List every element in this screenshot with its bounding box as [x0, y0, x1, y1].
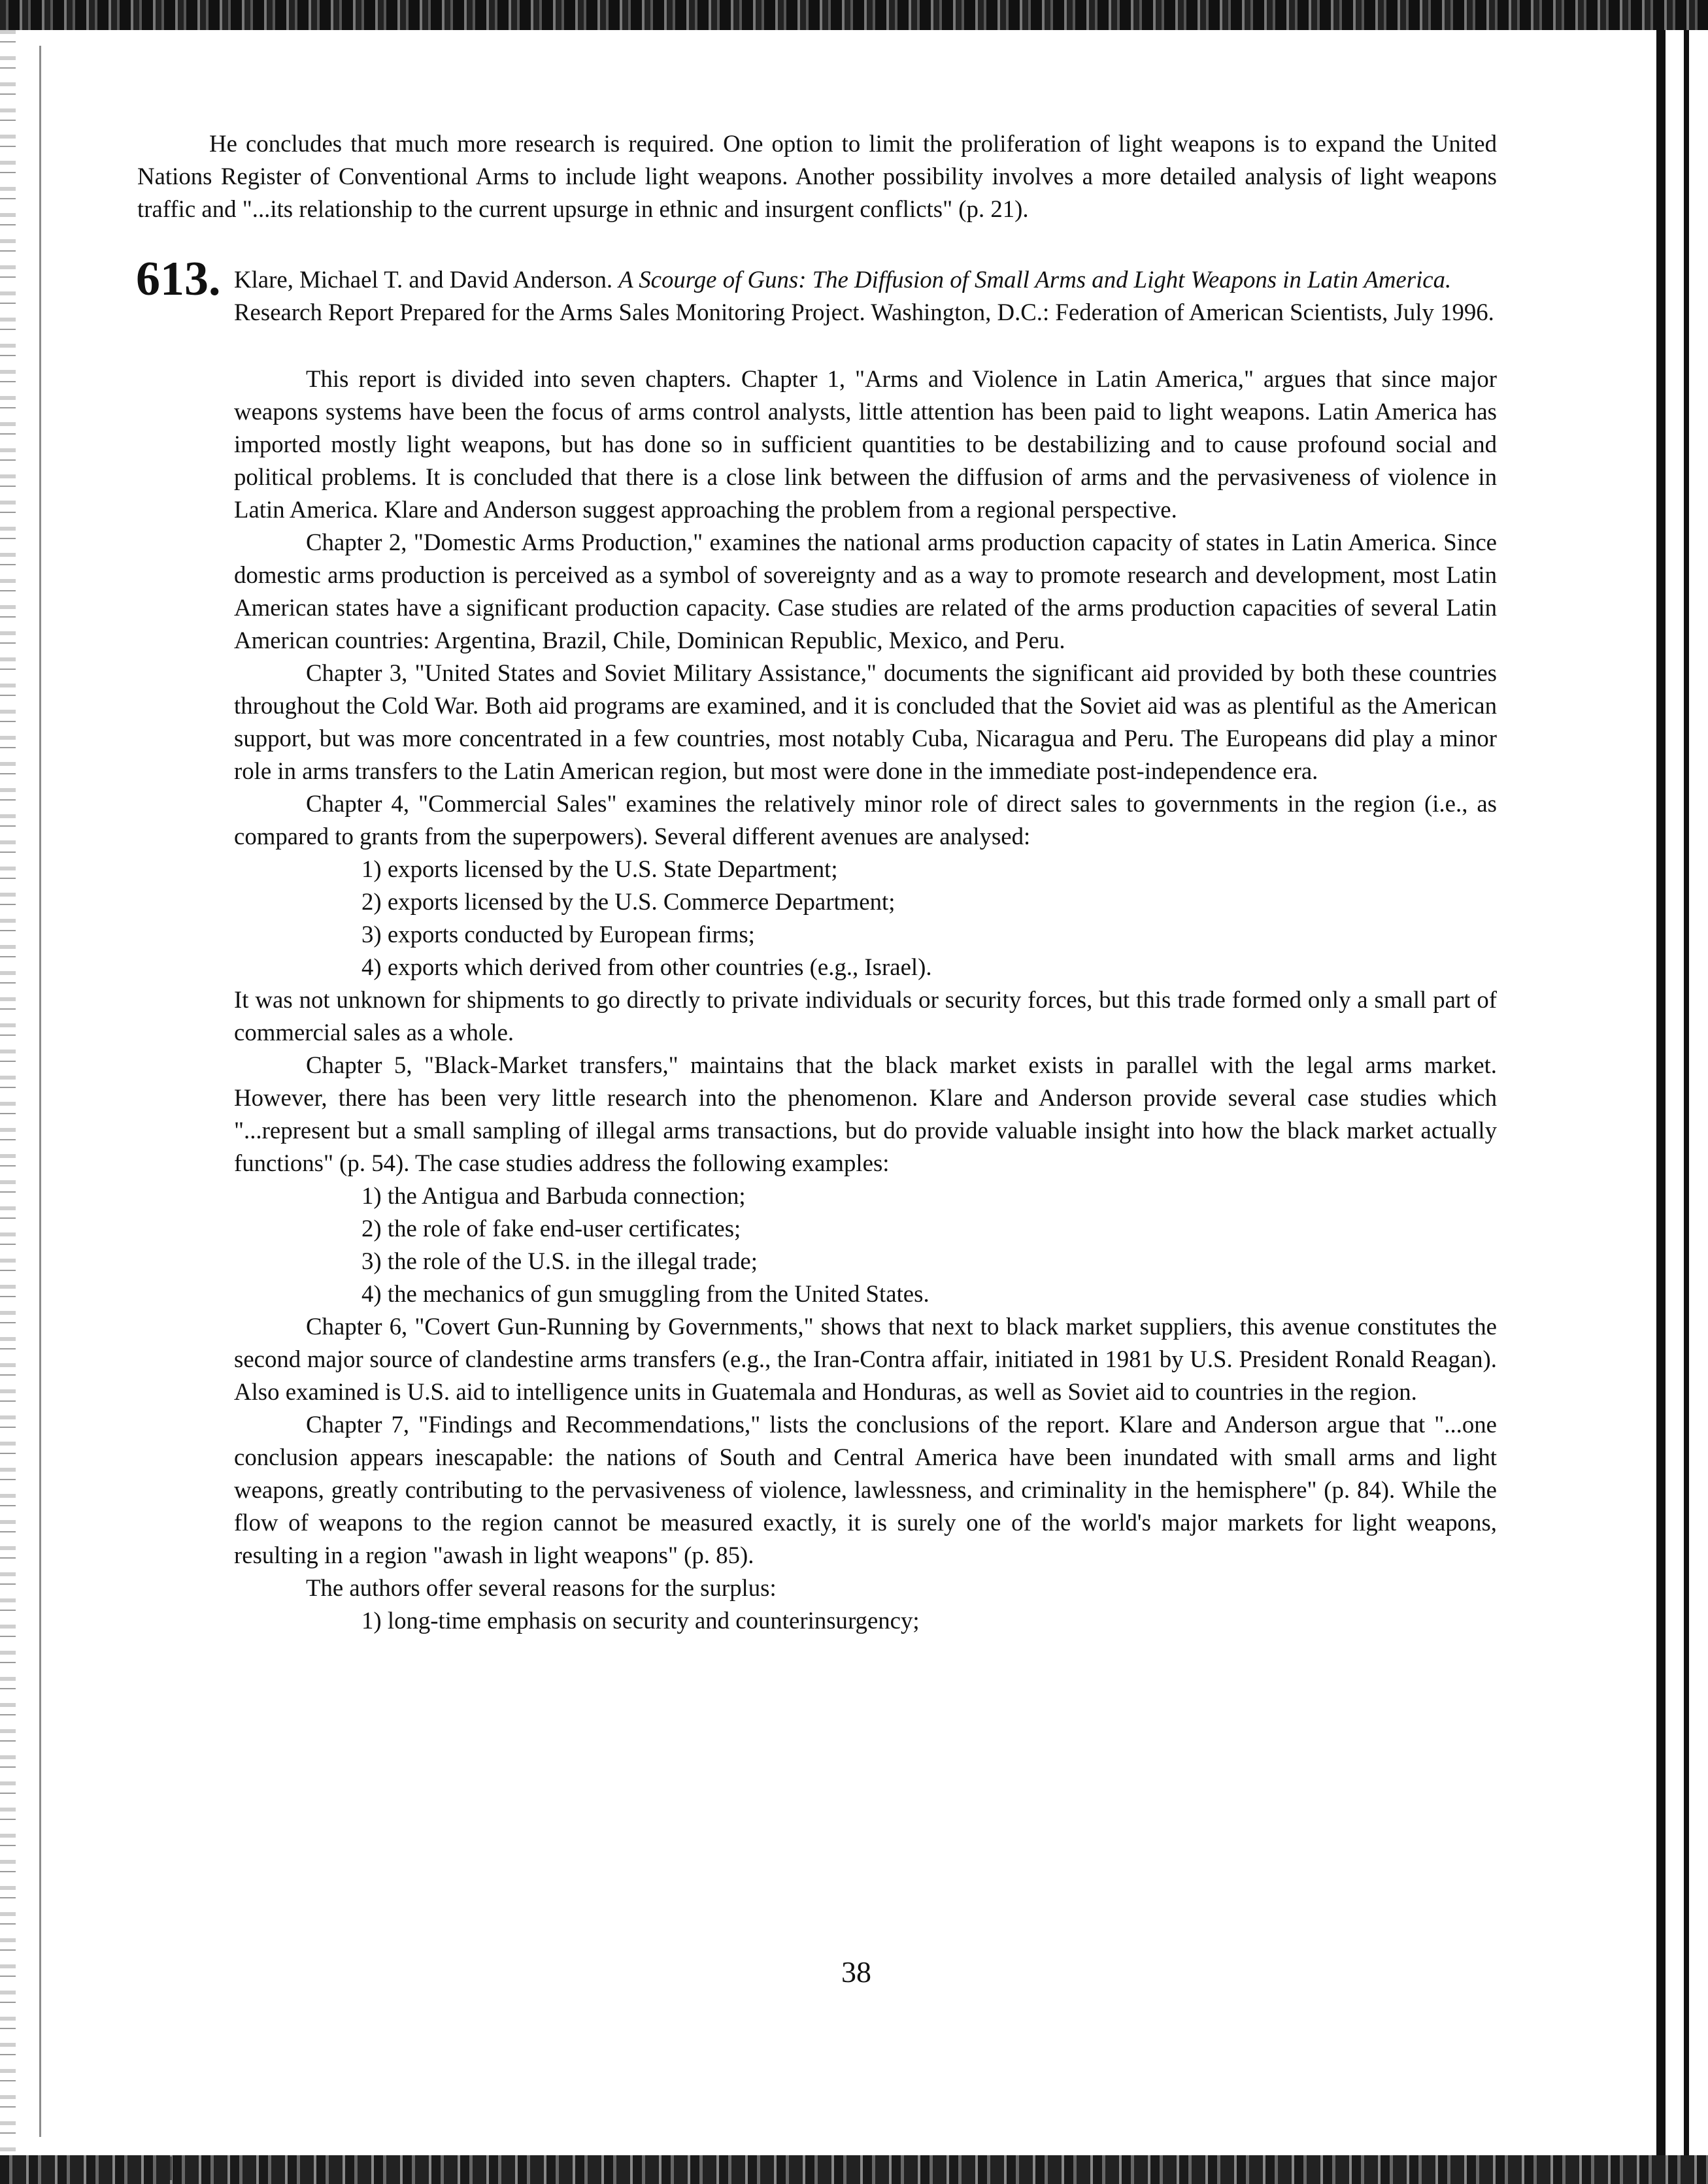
citation-details: Research Report Prepared for the Arms Sales Monitoring Project. Washington, D.C.: Federation of American Scientists, July 1996. [234, 299, 1494, 325]
summary-paragraph: Chapter 2, "Domestic Arms Production," examines the national arms production capacity of states in Latin America. Since domestic arms production is perceived as a symbol of sovereignty and as a way to promote research and development, most Latin American states have a significant production capacity. Case studies are related of the arms production capacities of several Latin American countries: Argentina, Brazil, Chile, Dominican Republic, Mexico, and Peru. [234, 529, 1497, 654]
list-item: 3) the role of the U.S. in the illegal trade; [361, 1248, 758, 1274]
list-export-avenues [234, 853, 1497, 984]
list-item: 2) exports licensed by the U.S. Commerce Department; [361, 888, 896, 915]
list-item: 1) long-time emphasis on security and counterinsurgency; [361, 1607, 920, 1634]
summary-paragraph: Chapter 6, "Covert Gun-Running by Governments," shows that next to black market suppliers, this avenue constitutes the second major source of clandestine arms transfers (e.g., the Iran-Contra affair, initiated in 1981 by U.S. President Ronald Reagan). Also examined is U.S. aid to intelligence units in Guatemala and Honduras, as well as Soviet aid to countries in the region. [234, 1313, 1497, 1405]
list-surplus-reasons [234, 1604, 1497, 1637]
summary-paragraph: The authors offer several reasons for the surplus: [306, 1574, 777, 1601]
summary-paragraph: It was not unknown for shipments to go directly to private individuals or security forces, but this trade formed only a small part of commercial sales as a whole. [234, 986, 1497, 1046]
summary-paragraph: Chapter 5, "Black-Market transfers," maintains that the black market exists in parallel with the legal arms market. However, there has been very little research into the phenomenon. Klare and Anderson provide several case studies which "...represent but a small sampling of illegal arms transactions, but do provide valuable insight into how the black market actually functions" (p. 54). The case studies address the following examples: [234, 1051, 1497, 1176]
scan-line-left [39, 46, 41, 2137]
summary-paragraph: Chapter 3, "United States and Soviet Military Assistance," documents the significant aid provided by both these countries throughout the Cold War. Both aid programs are examined, and it is concluded that the Soviet aid was as plentiful as the American support, but was more concentrated in a few countries, most notably Cuba, Nicaragua and Peru. The Europeans did play a minor role in arms transfers to the Latin American region, but most were done in the immediate post-independence era. [234, 659, 1497, 784]
scan-border-right [1646, 30, 1708, 2155]
list-item: 4) the mechanics of gun smuggling from the United States. [361, 1280, 929, 1307]
entry-number: 613. [136, 252, 221, 306]
citation-authors: Klare, Michael T. and David Anderson. [234, 266, 613, 293]
summary-paragraph: This report is divided into seven chapters. Chapter 1, "Arms and Violence in Latin America," argues that since major weapons systems have been the focus of arms control analysts, little attention has been paid to light weapons. Latin America has imported mostly light weapons, but has done so in sufficient quantities to be destabilizing and to cause profound social and political problems. It is concluded that there is a close link between the diffusion of arms and the pervasiveness of violence in Latin America. Klare and Anderson suggest approaching the problem from a regional perspective. [234, 365, 1497, 523]
document-page [137, 127, 1497, 1637]
entry-summary [234, 363, 1497, 1637]
page-number: 38 [841, 1955, 871, 1989]
list-item: 1) the Antigua and Barbuda connection; [361, 1182, 746, 1209]
list-case-studies [234, 1180, 1497, 1310]
bibliography-entry [136, 252, 1497, 1637]
scan-border-top [0, 0, 1708, 30]
citation-title: A Scourge of Guns: The Diffusion of Small Arms and Light Weapons in Latin America. [618, 266, 1452, 293]
list-item: 2) the role of fake end-user certificates; [361, 1215, 741, 1242]
list-item: 4) exports which derived from other countries (e.g., Israel). [361, 953, 932, 980]
scan-mark [170, 2157, 172, 2180]
intro-paragraph: He concludes that much more research is required. One option to limit the proliferation of light weapons is to expand the United Nations Register of Conventional Arms to include light weapons. Another possibility involves a more detailed analysis of light weapons traffic and "...its relationship to the current upsurge in ethnic and insurgent conflicts" (p. 21). [137, 130, 1497, 222]
scan-border-left [0, 30, 16, 2155]
summary-paragraph: Chapter 7, "Findings and Recommendations," lists the conclusions of the report. Klare and Anderson argue that "...one conclusion appears inescapable: the nations of South and Central America have been inundated with small arms and light weapons, greatly contributing to the pervasiveness of violence, lawlessness, and criminality in the hemisphere" (p. 84). While the flow of weapons to the region cannot be measured exactly, it is surely one of the world's major markets for light weapons, resulting in a region "awash in light weapons" (p. 85). [234, 1411, 1497, 1568]
list-item: 3) exports conducted by European firms; [361, 921, 755, 948]
list-item: 1) exports licensed by the U.S. State Department; [361, 855, 838, 882]
citation [234, 263, 1497, 329]
summary-paragraph: Chapter 4, "Commercial Sales" examines the relatively minor role of direct sales to governments in the region (i.e., as compared to grants from the superpowers). Several different avenues are analysed: [234, 790, 1497, 850]
scan-border-bottom [0, 2155, 1708, 2184]
